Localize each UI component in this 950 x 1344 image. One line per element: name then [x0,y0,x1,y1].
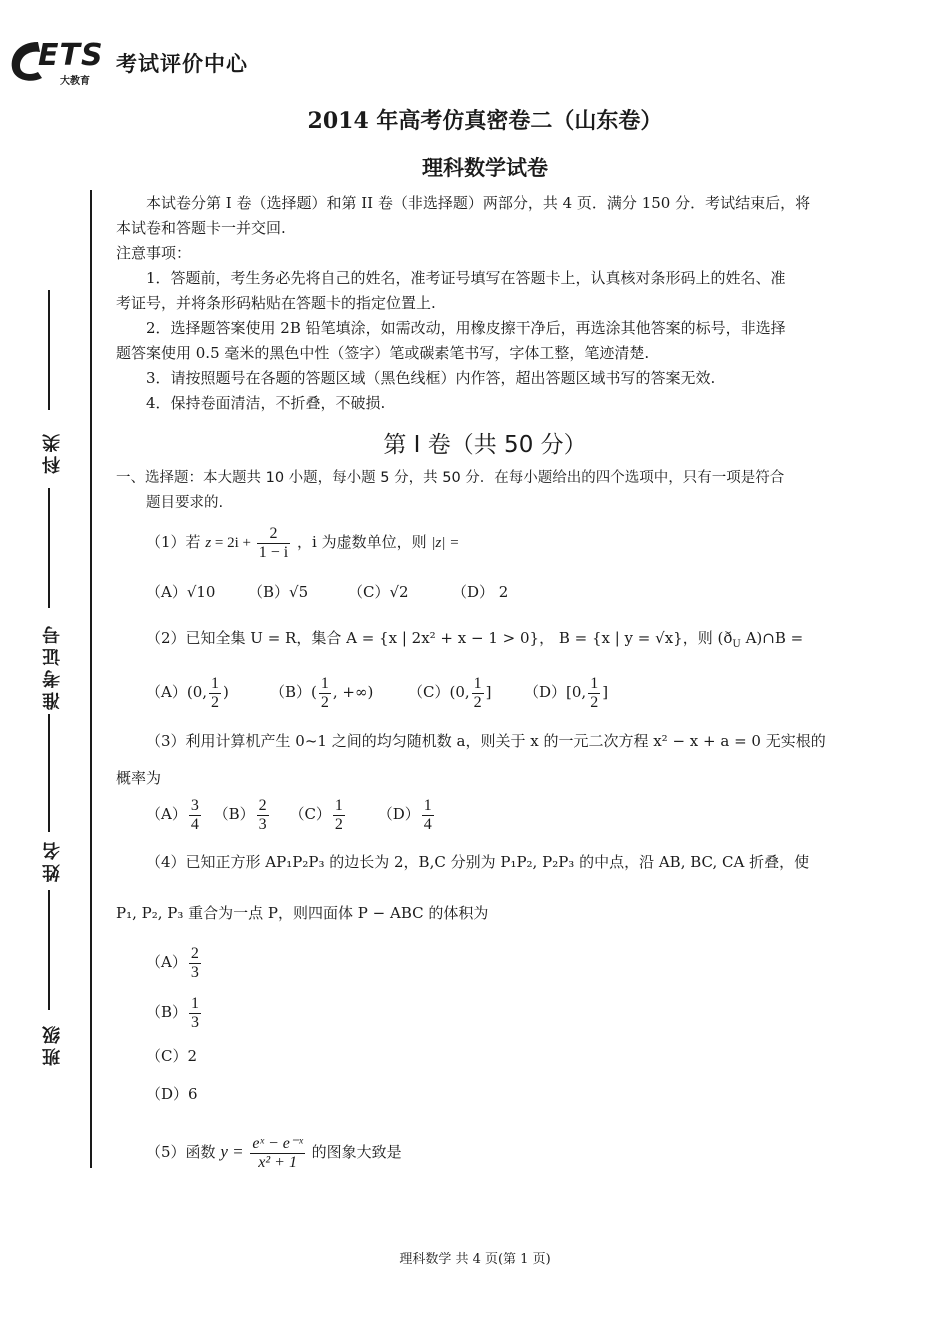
frac-den: 2 [320,693,329,711]
q5-frac-den: x² + 1 [258,1153,297,1171]
frac-num: 1 [473,674,482,692]
logo-subtext: 大教育 [60,76,90,87]
q2-option-right: , +∞) [332,683,374,701]
q2-option-label: （A） [146,683,187,701]
q2-option-left: (0, [186,683,208,701]
q2-option-label: （D） [524,683,567,701]
frac-num: 1 [191,994,200,1012]
q3-option-label: （B） [213,805,255,823]
q2-option-d [524,670,608,714]
q2-option-right: ) [223,683,229,701]
q5-suffix: 的图象大致是 [311,1143,402,1161]
q2-option-frac [588,675,600,712]
q4-option-b [146,990,203,1034]
frac-num: 2 [258,796,267,814]
frac-den: 4 [190,815,199,833]
binding-line [90,190,92,1168]
sidebar-label-subject: 科类 [42,430,63,474]
q2-option-label: （C） [408,683,450,701]
q1-option-a: （A）√10 [146,583,216,601]
frac-num: 2 [190,944,199,962]
frac-den: 2 [211,693,220,711]
sidebar-label-name: 姓名 [42,838,63,882]
q3-option-c-frac [333,797,345,834]
q2-sub: U [732,639,741,650]
frac-num: 1 [320,674,329,692]
question-4-line2: P₁, P₂, P₃ 重合为一点 P，则四面体 P − ABC 的体积为 [116,904,489,922]
q3-option-label: （A） [146,805,187,823]
q2-option-left: [0, [566,683,587,701]
q1-option-c: （C）√2 [348,583,409,601]
q1-frac-den: 1 − i [258,543,289,561]
frac-num: 1 [423,796,432,814]
q2-option-frac [472,675,484,712]
q1-option-d: （D） 2 [452,583,509,601]
intro-line: 2．选择题答案使用 2B 铅笔填涂，如需改动，用橡皮擦干净后，再选涂其他答案的标号，非选择 [146,319,786,337]
q1-suffix: ，i 为虚数单位，则 [297,533,427,551]
page-title: 2014 年高考仿真密卷二（山东卷） [307,108,663,134]
question-4-line1: （4）已知正方形 AP₁P₂P₃ 的边长为 2，B,C 分别为 P₁P₂, P₂P₃ 的中点，沿 AB, BC, CA 折叠，使 [146,853,810,871]
question-3-line2: 概率为 [116,769,162,787]
intro-line: 4．保持卷面清洁，不折叠，不破损. [146,394,386,412]
q4-option-label: （A） [146,953,187,971]
intro-line: 3．请按照题号在各题的答题区域（黑色线框）内作答，超出答题区域书写的答案无效. [146,369,716,387]
q2-option-right: ] [602,683,609,701]
q4-option-d: （D）6 [146,1085,198,1103]
q1-var: z [205,535,212,551]
question-2 [146,626,803,657]
q5-frac-num: eˣ − e⁻ˣ [252,1134,303,1152]
frac-den: 2 [590,693,599,711]
intro-line: 1．答题前，考生务必先将自己的姓名，准考证号填写在答题卡上，认真核对条形码上的姓名、准 [146,269,786,287]
sidebar-dash [48,714,50,832]
q2-option-c [408,670,492,714]
frac-den: 3 [191,1013,200,1031]
intro-line: 本试卷和答题卡一并交回. [116,219,286,237]
intro-line: 本试卷分第 I 卷（选择题）和第 II 卷（非选择题）两部分，共 4 页．满分 150 分．考试结束后，将 [146,194,811,212]
frac-den: 3 [190,963,199,981]
q2-option-b [270,670,373,714]
sidebar-label-exam-number: 准考证号 [42,622,63,710]
sidebar-dash [48,488,50,608]
q2-option-left: ( [311,683,317,701]
q3-option-b-frac [257,797,269,834]
q2-option-right: ] [485,683,492,701]
q5-prefix: （5）函数 [146,1143,216,1161]
q1-prefix: （1）若 [146,533,201,551]
sidebar-dash [48,890,50,1010]
q2-tail: A)∩B = [740,629,804,647]
q3-option-a-frac [189,797,201,834]
q3-options [146,792,436,836]
section-desc: 一、选择题：本大题共 10 小题，每小题 5 分，共 50 分．在每小题给出的四个选项中，只有一项是符合 [116,470,785,486]
frac-num: 3 [190,796,199,814]
question-5 [146,1130,402,1174]
q2-text: （2）已知全集 U = R，集合 A = {x | 2x² + x − 1 > 0}， B = {x | y = √x}，则 (ð [146,629,733,647]
q4-option-label: （B） [146,1003,188,1021]
intro-line: 考证号，并将条形码粘贴在答题卡的指定位置上. [116,294,436,312]
question-1 [146,522,459,563]
q1-option-b: （B）√5 [248,583,309,601]
logo-text: ETS [38,38,104,73]
q2-option-label: （B） [270,683,312,701]
q4-option-a-frac [189,945,201,982]
q4-option-a [146,940,203,984]
q2-option-a [146,670,229,714]
page-footer: 理科数学 共 4 页(第 1 页) [399,1252,551,1267]
q2-option-left: (0, [449,683,470,701]
sidebar-dash [48,290,50,410]
q1-tail: |z| = [431,535,460,551]
frac-den: 4 [423,815,432,833]
frac-den: 2 [473,693,482,711]
org-name: 考试评价中心 [116,52,248,76]
intro-line: 注意事项： [116,244,192,262]
q1-frac-num: 2 [257,525,290,544]
frac-num: 1 [334,796,343,814]
q5-lhs: y = [220,1142,244,1161]
q5-fraction [250,1135,304,1172]
q2-option-frac [209,675,221,712]
q3-option-label: （D） [377,805,420,823]
q1-fraction [257,525,290,562]
q4-option-c: （C）2 [146,1047,198,1065]
q1-expr: = 2i + [211,535,255,551]
q2-option-frac [319,675,331,712]
question-3-line1: （3）利用计算机产生 0~1 之间的均匀随机数 a，则关于 x 的一元二次方程 x² − x + a = 0 无实根的 [146,732,826,750]
q4-option-b-frac [189,995,201,1032]
intro-line: 题答案使用 0.5 毫米的黑色中性（签字）笔或碳素笔书写，字体工整，笔迹清楚. [116,344,650,362]
section-desc: 题目要求的. [146,495,224,511]
q3-option-d-frac [422,797,434,834]
frac-num: 1 [211,674,220,692]
q3-option-label: （C） [289,805,331,823]
page-subtitle: 理科数学试卷 [422,156,548,180]
section-title: 第 I 卷（共 50 分） [383,432,587,458]
frac-den: 3 [258,815,267,833]
sidebar-label-class: 班级 [42,1022,63,1066]
frac-num: 1 [590,674,599,692]
frac-den: 2 [334,815,343,833]
